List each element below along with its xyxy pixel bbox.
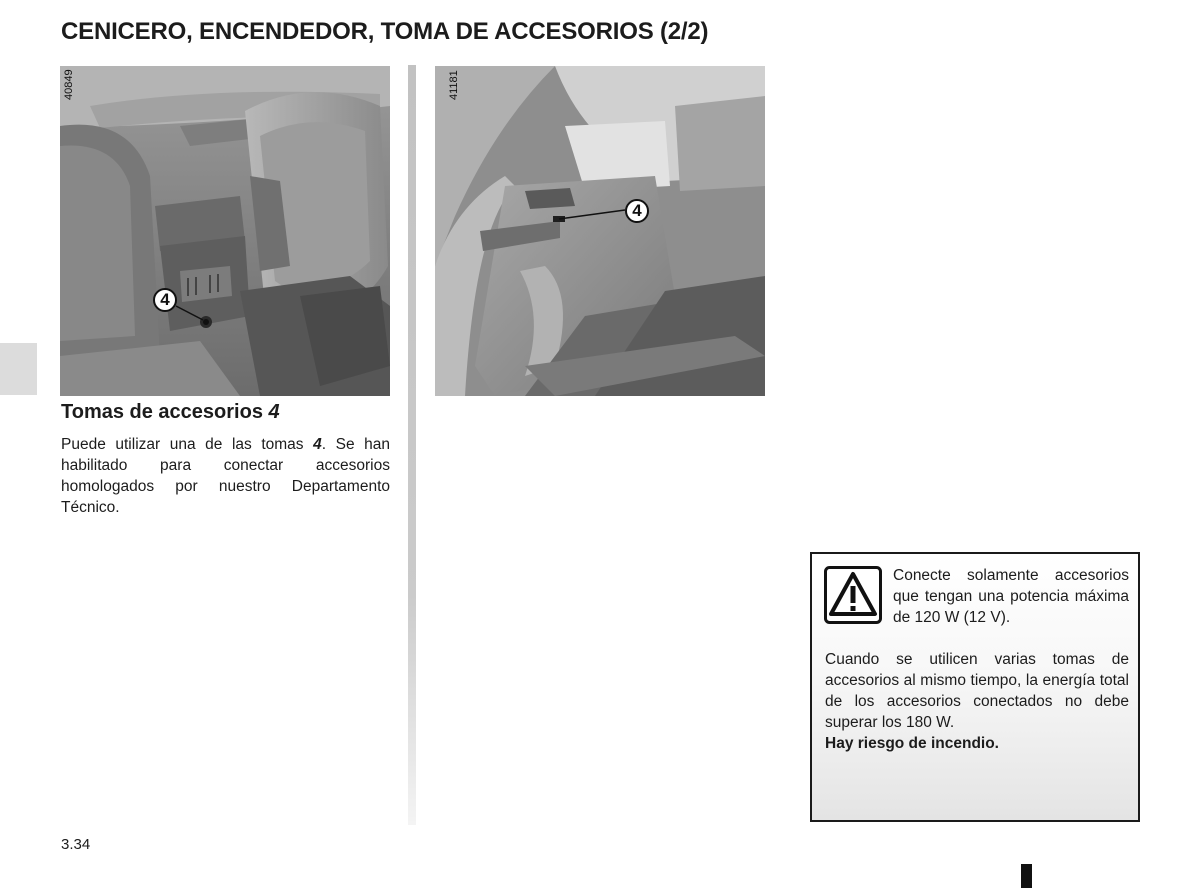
figure-reference: 40849	[63, 69, 75, 100]
column-divider	[408, 65, 416, 825]
trunk-drawing	[435, 66, 765, 396]
figure-reference: 41181	[448, 70, 460, 100]
warning-body	[825, 649, 1129, 754]
warning-triangle-icon	[824, 566, 882, 624]
section-heading-text: Tomas de accesorios	[61, 401, 263, 423]
body-text-before: Puede utilizar una de las tomas	[61, 436, 314, 453]
body-text-after: . Se han habilitado para conectar accesorios homologados por nuestro Departamento Técnico.	[61, 436, 390, 516]
warning-box	[810, 552, 1140, 822]
page-title: CENICERO, ENCENDEDOR, TOMA DE ACCESORIOS (2/2)	[61, 18, 709, 45]
warning-emphasis: Hay riesgo de incendio.	[825, 735, 999, 752]
illustration-trunk-socket	[435, 66, 765, 396]
body-text-ref: 4	[313, 436, 322, 453]
callout-socket: 4	[625, 199, 649, 223]
page-edge-mark	[1021, 864, 1032, 888]
chapter-tab	[0, 343, 37, 395]
warning-body-text: Cuando se utilicen varias tomas de accesorios al mismo tiempo, la energía total de los accesorios conectados no debe superar los 180 W.	[825, 651, 1129, 731]
section-heading-ref: 4	[268, 401, 280, 423]
section-body-paragraph	[61, 434, 390, 518]
warning-intro: Conecte solamente accesorios que tengan una potencia máxima de 120 W (12 V).	[893, 567, 1129, 626]
page-number: 3.34	[61, 836, 91, 853]
section-body	[61, 434, 390, 518]
rear-seat-drawing	[60, 66, 390, 396]
illustration-rear-seat-socket	[60, 66, 390, 396]
callout-socket: 4	[153, 288, 177, 312]
section-heading	[61, 401, 280, 424]
